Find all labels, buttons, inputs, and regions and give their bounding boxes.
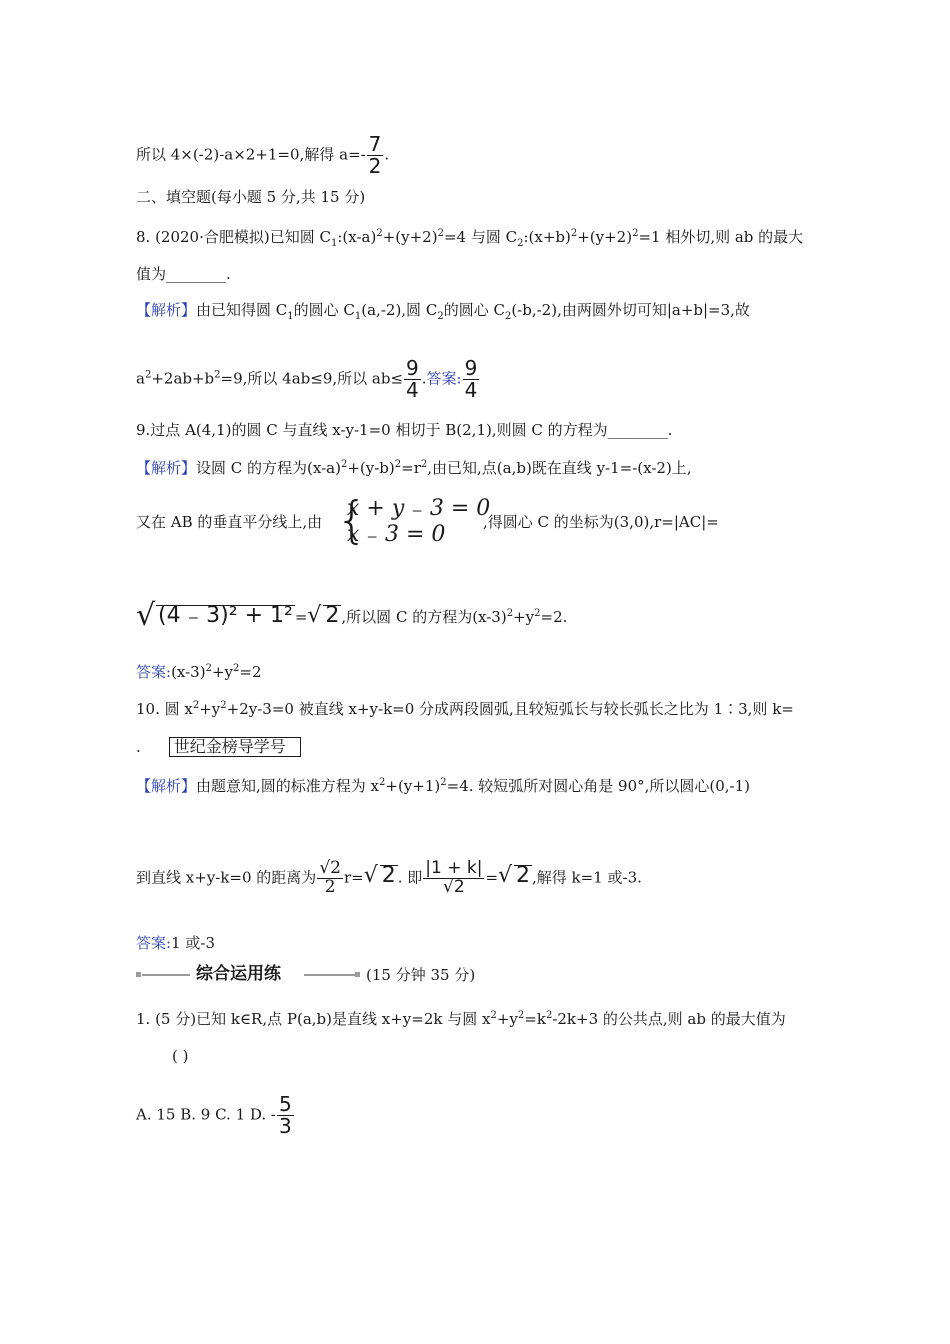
text: .	[384, 145, 390, 164]
numerator: 7	[368, 132, 382, 156]
fraction: $\frac{9}{4}$	[406, 356, 419, 402]
section-title: 综合运用练	[196, 964, 281, 984]
problem-1: 1. (5 分)已知 k∈R,点 P(a,b)是直线 x+y=2k 与圆 $x^2+y^2=k^2-2k+3$ 的公共点,则 ab 的最大值为	[136, 1010, 786, 1028]
solution-8-cont: $a^2+2ab+b^2=9$,所以 4ab≤9,所以 ab≤ $\frac{9}{4}$ .答案: $\frac{9}{4}$	[136, 356, 478, 402]
solution-tag: 【解析】	[136, 777, 197, 795]
equation-2: x ₋ 3 = 0	[347, 522, 446, 547]
answer-label: 答案:	[426, 369, 462, 388]
section-heading-fill-in: 二、填空题(每小题 5 分,共 15 分)	[136, 188, 366, 206]
solution-tag: 【解析】	[136, 301, 197, 319]
problem-1-options: A. 15 B. 9 C. 1 D. - $\frac{5}{3}$	[136, 1092, 292, 1138]
fraction: $\frac{√2}{2}$	[319, 858, 341, 897]
solution-10: 【解析】由题意知,圆的标准方程为 $x^2+(y+1)^2=4$. 较短弧所对圆心角是 90°,所以圆心(0,-1)	[136, 777, 751, 795]
solution-8: 【解析】由已知得圆 $C_1$的圆心 $C_1(a,-2)$,圆 $C_2$的圆心 $C_2(-b,-2)$,由两圆外切可知|a+b|=3,故	[136, 301, 750, 322]
answer-10: 答案:1 或-3	[136, 934, 215, 952]
solution-9: 【解析】设圆 C 的方程为$(x-a)^2+(y-b)^2=r^2$,由已知,点(a,b)既在直线 y-1=-(x-2)上,	[136, 459, 692, 477]
solution-line-a-value	[136, 134, 389, 177]
question-9: 9.过点 A(4,1)的圆 C 与直线 x-y-1=0 相切于 B(2,1),则圆 C 的方程为________.	[136, 421, 673, 439]
solution-9-center: ,得圆心 C 的坐标为(3,0),r=|AC|=	[483, 513, 719, 531]
section-divider-right	[304, 974, 356, 976]
fraction: $\frac{|1 + k|}{√2}$	[425, 858, 483, 897]
sqrt-expression: √ 2	[498, 863, 531, 889]
sqrt-expression: √ 2	[307, 603, 340, 628]
fraction: $\frac{9}{4}$	[464, 356, 478, 402]
question-10: 10. 圆 $x^2+y^2+2y-3=0$ 被直线 x+y-k=0 分成两段圆弧,且较短弧长与较长弧长之比为 1∶3,则 k=	[136, 700, 794, 718]
problem-1-blank: ( )	[172, 1047, 189, 1065]
solution-9-radius: √ (4 ₋ 3)² + 1² = √ 2 ,所以圆 C 的方程为$(x-3)^2+y^2=2$.	[136, 598, 568, 633]
section-time: (15 分钟 35 分)	[366, 966, 476, 984]
solution-9-system-line: 又在 AB 的垂直平分线上,由	[136, 513, 323, 531]
fraction: $\frac{5}{3}$	[278, 1092, 292, 1138]
solution-tag: 【解析】	[136, 459, 197, 477]
section-divider-left	[142, 974, 190, 976]
sqrt-expression: √ (4 ₋ 3)² + 1²	[136, 598, 293, 633]
question-8-cont: 值为________.	[136, 265, 231, 283]
section-divider-dot	[355, 972, 360, 977]
equation-1: x + y ₋ 3 = 0	[347, 496, 491, 521]
section-divider-dot	[136, 972, 141, 977]
equation-system	[347, 496, 490, 548]
question-10-cont: . 世纪金榜导学号	[136, 737, 301, 757]
brace-icon: {	[336, 491, 368, 549]
answer-9: 答案$:(x-3)^2+y^2=2$	[136, 663, 262, 681]
sqrt-expression: √ 2	[363, 863, 396, 889]
fraction	[367, 134, 384, 177]
question-8: 8. (2020·合肥模拟)已知圆 $C_1:(x-a)^2+(y+2)^2=4$ 与圆 $C_2:(x+b)^2+(y+2)^2=1$ 相外切,则 ab 的最大	[136, 228, 804, 249]
denominator: 2	[368, 154, 382, 178]
solution-10-distance: 到直线 x+y-k=0 的距离为 $\frac{√2}{2}$ r= √ 2 . 即 $\frac{|1 + k|}{√2}$ = √ 2 ,解得 k=1 或-3.	[136, 858, 642, 897]
source-label-box: 世纪金榜导学号	[169, 737, 301, 757]
text: 所以 4×(-2)-a×2+1=0,解得 a=-	[136, 145, 366, 164]
